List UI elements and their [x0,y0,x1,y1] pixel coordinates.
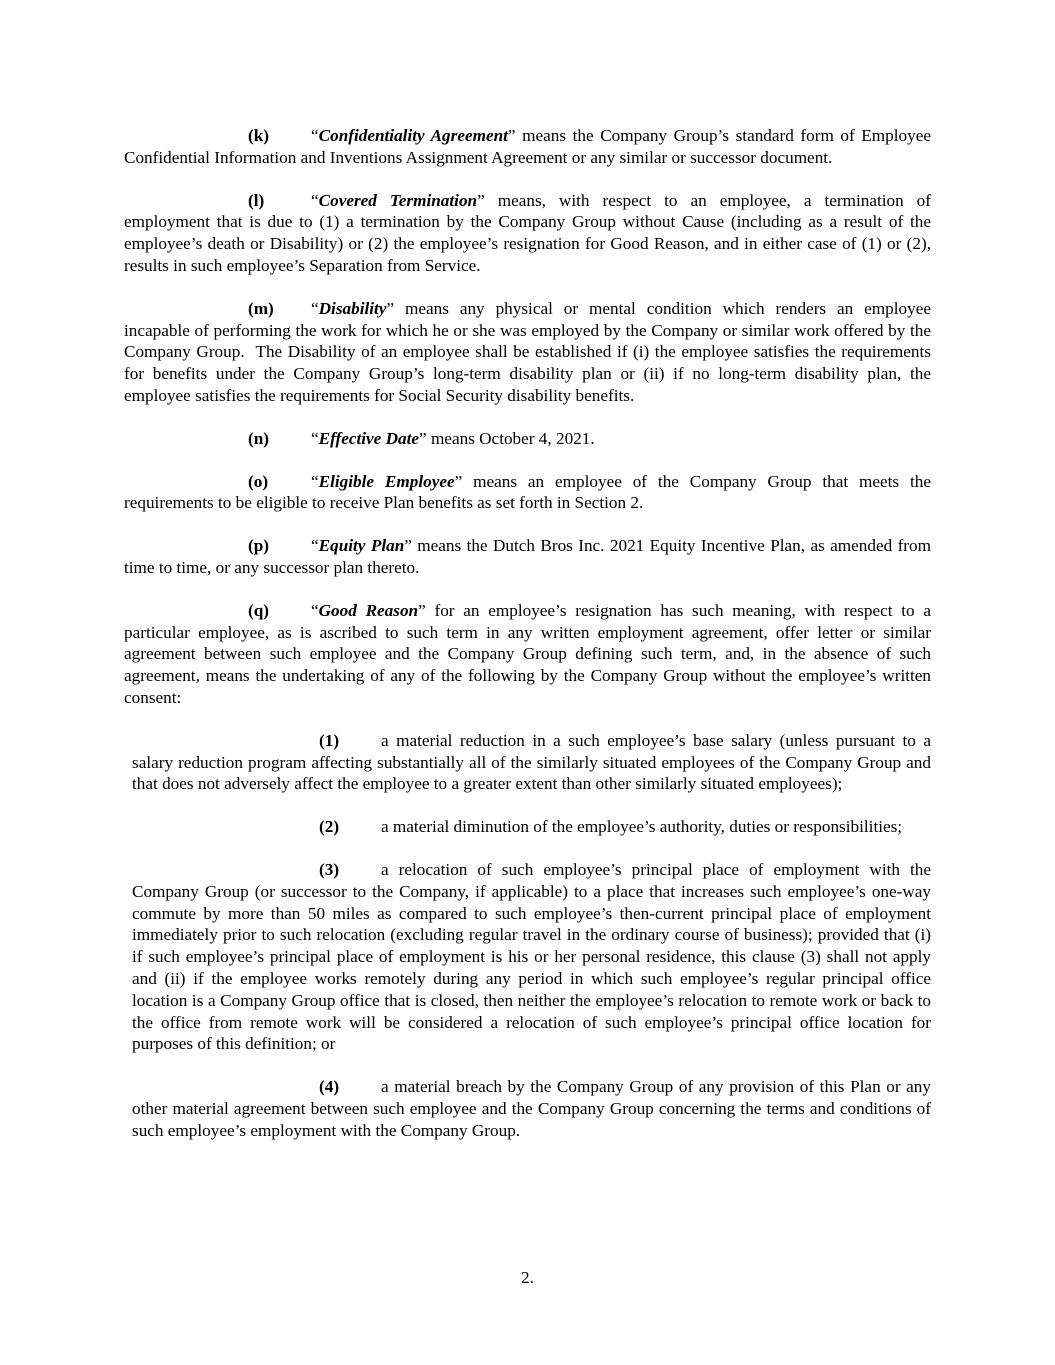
section-label: (p) [248,536,270,556]
definition-text: ” for an employee’s resignation has such meaning, with respect to a particular employee, as is ascribed to such term in any written employment agreement, offer letter or similar agreement between such employee and the Company Group defining such term, and, in the absence of such agreement, means the undertaking of any of the following by the Company Group without the employee’s written consent: [124,600,931,707]
page-number: 2. [521,1268,534,1287]
definition-text: ” means, with respect to an employee, a termination of employment that is due to (1) a termination by the Company Group without Cause (including as a result of the employee’s death or Disability) or (2) the employee’s resignation for Good Reason, and in either case of (1) or (2), results in such employee’s Separation from Service. [124,190,932,275]
item-label: (3) [319,859,340,879]
good-reason-item-4 [124,1076,931,1141]
section-label: (k) [248,126,270,145]
definition-text: ” means an employee of the Company Group that meets the requirements to be eligible to receive Plan benefits as set forth in Section 2. [124,471,931,513]
item-text: a material diminution of the employee’s authority, duties or responsibilities; [381,817,903,837]
item-label: (4) [319,1077,340,1097]
defined-term: Disability [318,298,387,318]
definition-q: (q) “Good Reason” for an employee’s resignation has such meaning, with respect to a particular employee, as is ascribed to such term in any written employment agreement, offer letter or similar agreement between such employee and the Company Group defining such term, and, in the absence of such agreement, means the undertaking of any of the following by the Company Group without the employee’s written consent: [124,600,931,707]
definition-n: (n) “Effective Date” means October 4, 2021. [248,428,595,448]
item-label: (2) [319,817,340,837]
defined-term: Equity Plan [318,536,405,556]
item-text: a relocation of such employee’s principal place of employment with the Company Group (or successor to the Company, if applicable) to a place that increases such employee’s one-way commute by more than 50 miles as compared to such employee’s then-current principal place of employment immediately prior to such relocation (excluding regular travel in the ordinary course of business); provided that (i) if such employee’s principal place of employment is his or her personal residence, this clause (3) shall not apply and (ii) if the employee works remotely during any period in which such employee’s regular principal office location is a Company Group office that is closed, then neither the employee’s relocation to remote work or back to the office from remote work will be considered a relocation of such employee’s principal office location for purposes of this definition; or [132,859,931,1054]
definition-o: (o) “Eligible Employee” means an employee of the Company Group that meets the requirements to be eligible to receive Plan benefits as set forth in Section 2. [124,471,931,513]
item-text: a material reduction in a such employee’s base salary (unless pursuant to a salary reduction program affecting substantially all of the similarly situated employees of the Company Group and that does not adversely affect the employee to a greater extent than other similarly situated employees); [132,730,931,794]
definition-l: (l) “Covered Termination” means, with respect to an employee, a termination of employment that is due to (1) a termination by the Company Group without Cause (including as a result of the employee’s death or Disability) or (2) the employee’s resignation for Good Reason, and in either case of (1) or (2), results in such employee’s Separation from Service. [124,190,932,275]
definition-text: ” means the Company Group’s standard form of Employee Confidential Information and Inventions Assignment Agreement or any similar or successor document. [124,126,931,167]
section-label: (l) [248,190,265,210]
section-label: (m) [248,298,274,318]
section-label: (o) [248,471,269,491]
definition-text: ” means any physical or mental condition which renders an employee incapable of performing the work for which he or she was employed by the Company or similar work offered by the Company Group. The Disability of an employee shall be established if (i) the employee satisfies the requirements for benefits under the Company Group’s long-term disability plan or (ii) if no long-term disability plan, the employee satisfies the requirements for Social Security disability benefits. [124,298,931,405]
document-page [124,125,931,1162]
good-reason-item-1 [124,730,931,795]
defined-term: Confidentiality Agreement [318,126,508,145]
defined-term: Good Reason [318,600,419,620]
definition-k: (k) “Confidentiality Agreement” means the Company Group’s standard form of Employee Confidential Information and Inventions Assignment Agreement or any similar or successor document. [124,126,931,167]
definition-text: ” means the Dutch Bros Inc. 2021 Equity Incentive Plan, as amended from time to time, or any successor plan thereto. [124,536,931,577]
defined-term: Eligible Employee [318,471,455,491]
defined-term: Covered Termination [318,190,478,210]
good-reason-item-2 [124,816,931,838]
section-label: (n) [248,428,270,448]
item-label: (1) [319,730,340,750]
definition-text: ” means October 4, 2021. [419,428,595,448]
section-label: (q) [248,600,270,620]
good-reason-item-3 [124,859,931,1055]
defined-term: Effective Date [318,428,420,448]
item-text: a material breach by the Company Group of any provision of this Plan or any other material agreement between such employee and the Company Group concerning the terms and conditions of such employee’s employment with the Company Group. [132,1077,931,1140]
definition-m: (m) “Disability” means any physical or mental condition which renders an employee incapable of performing the work for which he or she was employed by the Company or similar work offered by the Company Group. The Disability of an employee shall be established if (i) the employee satisfies the requirements for benefits under the Company Group’s long-term disability plan or (ii) if no long-term disability plan, the employee satisfies the requirements for Social Security disability benefits. [124,298,931,405]
definition-p: (p) “Equity Plan” means the Dutch Bros Inc. 2021 Equity Incentive Plan, as amended from time to time, or any successor plan thereto. [124,536,931,577]
